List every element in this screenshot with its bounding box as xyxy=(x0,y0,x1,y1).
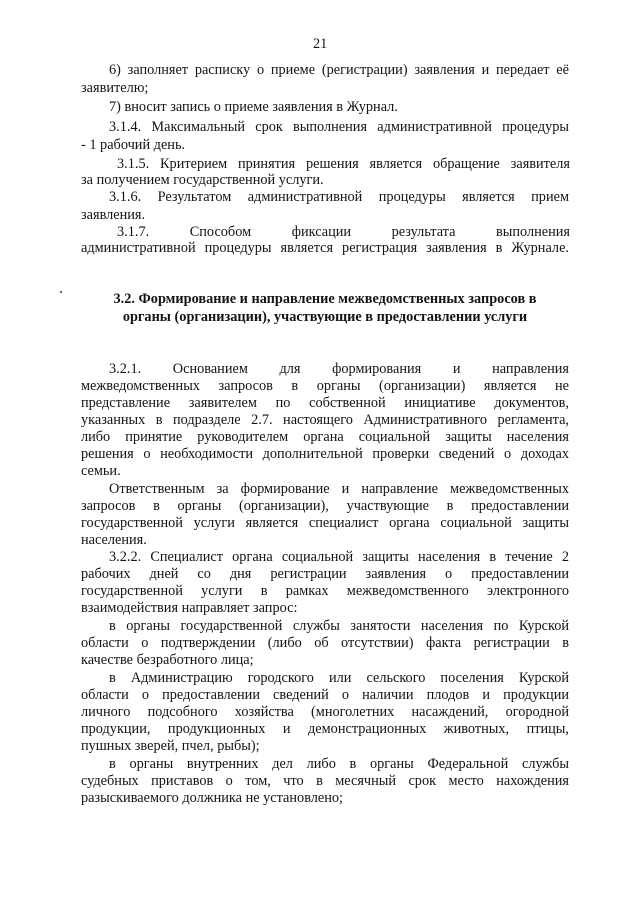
text-line: за получением государственной услуги. xyxy=(81,172,324,188)
text-line: области о подтверждении (либо об отсутствии) факта регистрации в xyxy=(81,635,569,651)
text-line: личного подсобного хозяйства (многолетних насаждений, огородной xyxy=(81,704,569,720)
text-line: 3.1.7. Способом фиксации результата выполнения xyxy=(117,224,570,240)
text-line: в Администрацию городского или сельского поселения Курской xyxy=(109,670,569,686)
text-line: качестве безработного лица; xyxy=(81,652,254,668)
text-line: 3.1.5. Критерием принятия решения является обращение заявителя xyxy=(117,156,570,172)
text-line: 3.1.4. Максимальный срок выполнения административной процедуры xyxy=(109,119,569,135)
scan-speck xyxy=(60,291,62,293)
text-line: 3.1.6. Результатом административной процедуры является прием xyxy=(109,189,569,205)
text-line: указанных в подразделе 2.7. настоящего Административного регламента, xyxy=(81,412,569,428)
text-line: продукции, продукционных и демонстрационных животных, птицы, xyxy=(81,721,569,737)
text-line: либо принятие руководителем органа социальной защиты населения xyxy=(81,429,569,445)
text-line: рабочих дней со дня регистрации заявления о предоставлении xyxy=(81,566,569,582)
text-line: 7) вносит запись о приеме заявления в Журнал. xyxy=(109,99,398,115)
text-line: семьи. xyxy=(81,463,121,479)
text-line: межведомственных запросов в органы (организации) является не xyxy=(81,378,569,394)
text-line: запросов в органы (организации), участвующие в предоставлении xyxy=(81,498,569,514)
text-line: населения. xyxy=(81,532,147,548)
text-line: заявителю; xyxy=(81,80,149,96)
text-line: 3.2.1. Основанием для формирования и направления xyxy=(109,361,569,377)
text-line: решения о необходимости дополнительной проверки сведений о доходах xyxy=(81,446,569,462)
text-line: разыскиваемого должника не установлено; xyxy=(81,790,344,806)
section-heading: органы (организации), участвующие в предоставлении услуги xyxy=(122,309,528,325)
page-number: 21 xyxy=(313,36,328,52)
text-line: в органы внутренних дел либо в органы Федеральной службы xyxy=(109,756,569,772)
text-line: 3.2.2. Специалист органа социальной защиты населения в течение 2 xyxy=(109,549,569,565)
text-line: Ответственным за формирование и направление межведомственных xyxy=(109,481,569,497)
text-line: административной процедуры является регистрация заявления в Журнале. xyxy=(81,240,569,256)
text-line: судебных приставов о том, что в месячный срок место нахождения xyxy=(81,773,569,789)
section-heading: 3.2. Формирование и направление межведомственных запросов в xyxy=(113,291,537,307)
text-line: представление заявителем по собственной инициативе документов, xyxy=(81,395,569,411)
text-line: государственной услуги в рамках межведомственного электронного xyxy=(81,583,569,599)
text-line: заявления. xyxy=(81,207,146,223)
text-line: взаимодействия направляет запрос: xyxy=(81,600,298,616)
text-line: области о предоставлении сведений о наличии плодов и продукции xyxy=(81,687,569,703)
text-line: государственной услуги является специалист органа социальной защиты xyxy=(81,515,569,531)
text-line: 6) заполняет расписку о приеме (регистрации) заявления и передает её xyxy=(109,62,569,78)
text-line: - 1 рабочий день. xyxy=(81,137,186,153)
text-line: пушных зверей, пчел, рыбы); xyxy=(81,738,260,754)
text-line: в органы государственной службы занятости населения по Курской xyxy=(109,618,569,634)
